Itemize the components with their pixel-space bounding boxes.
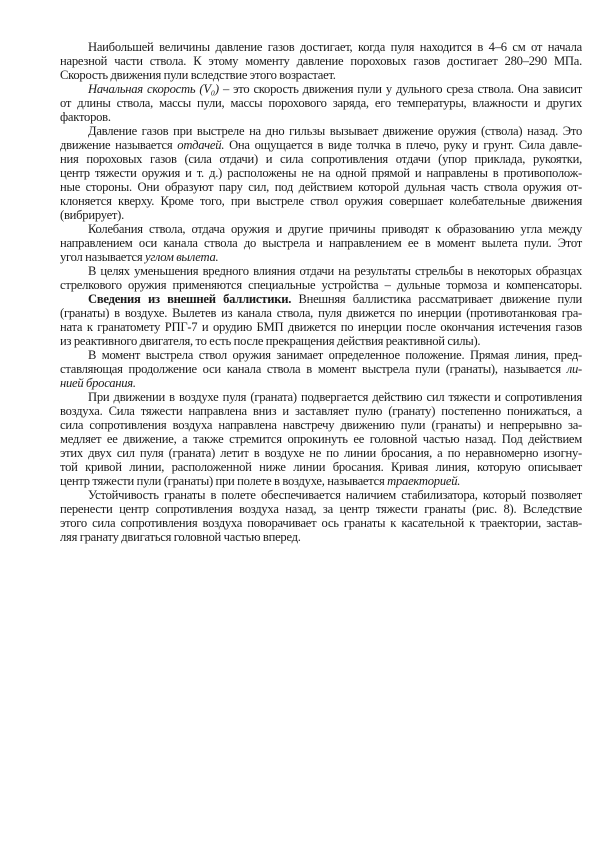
- text-line: [60, 362, 582, 376]
- text-run: нарезной части ствола. К этому моменту давление пороховых газов достигает 280–290 МПа.: [60, 54, 582, 68]
- text-run: Устойчивость гранаты в полете обеспечивается наличием стабилизатора, который позволяет: [88, 488, 582, 502]
- italic-term: отдачей.: [177, 138, 225, 152]
- text-run: (вибрирует).: [60, 208, 125, 222]
- italic-term: нией бросания.: [60, 376, 136, 390]
- text-line: [60, 222, 582, 236]
- text-run: – это скорость движения пули у дульного среза ствола. Она зависит: [218, 82, 582, 96]
- text-line: [60, 292, 582, 306]
- text-run: В целях уменьшения вредного влияния отдачи на результаты стрельбы в некоторых образцах: [88, 264, 582, 278]
- text-run: Внешняя баллистика рассматривает движение пули: [291, 292, 582, 306]
- text-line: [60, 530, 582, 544]
- text-line: [60, 152, 582, 166]
- text-run: клоняется кверху. Кроме того, при выстреле ствол оружия совершает колебательные движения: [60, 194, 582, 208]
- text-run: При движении в воздухе пуля (граната) подвергается действию сил тяжести и сопротивления: [88, 390, 582, 404]
- paragraph: [60, 82, 582, 124]
- italic-term: углом вылета.: [145, 250, 219, 264]
- text-line: [60, 432, 582, 446]
- text-run: этого сила сопротивления воздуха поворачивает ось гранаты к касательной к траектории, застав-: [60, 516, 582, 530]
- text-run: из реактивного двигателя, то есть после прекращения действия реактивной силы).: [60, 334, 481, 348]
- text-line: [60, 68, 582, 82]
- text-run: сила сопротивления воздуха направлена навстречу движению пули (гранаты) и непрерывно за-: [60, 418, 582, 432]
- text-run: воздуха. Сила тяжести направлена вниз и заставляет пулю (гранату) постепенно понижаться, а: [60, 404, 582, 418]
- text-line: [60, 404, 582, 418]
- text-line: [60, 236, 582, 250]
- text-line: [60, 502, 582, 516]
- text-line: [60, 250, 582, 264]
- text-line: [60, 278, 582, 292]
- text-line: [60, 82, 582, 96]
- italic-term: ли-: [566, 362, 582, 376]
- text-run: ляя гранату двигаться головной частью вперед.: [60, 530, 301, 544]
- text-run: от длины ствола, массы пули, массы порохового заряда, его температуры, влажности и других: [60, 96, 582, 110]
- text-line: [60, 96, 582, 110]
- text-line: [60, 320, 582, 334]
- text-line: [60, 166, 582, 180]
- text-line: [60, 40, 582, 54]
- text-run: движение называется: [60, 138, 178, 152]
- text-line: [60, 306, 582, 320]
- text-line: [60, 418, 582, 432]
- text-run: Давление газов при выстреле на дно гильзы вызывает движение оружия (ствола) назад. Это: [88, 124, 582, 138]
- paragraph: [60, 488, 582, 544]
- text-line: [60, 516, 582, 530]
- italic-term: траекторией.: [387, 474, 461, 488]
- text-run: ставляющая продолжение оси канала ствола в момент выстрела пули (гранаты), называется: [60, 362, 567, 376]
- paragraph: [60, 124, 582, 222]
- document-body: [60, 40, 582, 544]
- paragraph: [60, 292, 582, 348]
- text-line: [60, 488, 582, 502]
- text-line: [60, 460, 582, 474]
- text-run: В момент выстрела ствол оружия занимает определенное положение. Прямая линия, пред-: [88, 348, 582, 362]
- text-line: [60, 138, 582, 152]
- text-line: [60, 348, 582, 362]
- paragraph: [60, 390, 582, 488]
- text-line: [60, 376, 582, 390]
- text-line: [60, 180, 582, 194]
- text-run: стрелкового оружия применяются специальные устройства – дульные тормоза и компенсаторы.: [60, 278, 582, 292]
- text-line: [60, 194, 582, 208]
- text-run: медляет ее движение, а также стремится опрокинуть ее головной частью назад. Под действием: [60, 432, 582, 446]
- text-line: [60, 264, 582, 278]
- paragraph: [60, 348, 582, 390]
- text-line: [60, 54, 582, 68]
- text-run: (гранаты) в воздухе. Вылетев из канала ствола, пуля движется по инерции (противотанковая гра-: [60, 306, 582, 320]
- text-run: Скорость движения пули вследствие этого возрастает.: [60, 68, 336, 82]
- text-run: угол называется: [60, 250, 146, 264]
- text-run: Она ощущается в виде толчка в плечо, руку и грунт. Сила давле-: [224, 138, 583, 152]
- text-run: Наибольшей величины давление газов достигает, когда пуля находится в 4–6 см от начала: [88, 40, 582, 54]
- paragraph: [60, 264, 582, 292]
- text-run: ные стороны. Они образуют пару сил, под действием которой дульная часть ствола оружия от-: [60, 180, 582, 194]
- text-run: Колебания ствола, отдача оружия и другие причины приводят к образованию угла между: [88, 222, 582, 236]
- bold-heading: Сведения из внешней баллистики.: [88, 292, 292, 306]
- text-line: [60, 390, 582, 404]
- paragraph: [60, 222, 582, 264]
- text-run: той кривой линии, расположенной ниже линии бросания. Кривая линия, которую описывает: [60, 460, 582, 474]
- text-line: [60, 110, 582, 124]
- text-line: [60, 474, 582, 488]
- text-line: [60, 446, 582, 460]
- text-run: перенести центр сопротивления воздуха назад, за центр тяжести гранаты (рис. 8). Вследствие: [60, 502, 582, 516]
- text-line: [60, 208, 582, 222]
- text-run: ния пороховых газов (сила отдачи) и сила сопротивления отдачи (упор приклада, рукоятки,: [60, 152, 582, 166]
- text-line: [60, 124, 582, 138]
- text-run: факторов.: [60, 110, 111, 124]
- text-line: [60, 334, 582, 348]
- text-run: центр тяжести оружия и т. д.) расположены не на одной прямой и направлены в противополож-: [60, 166, 582, 180]
- text-run: направлением оси канала ствола до выстрела и направлением ее в момент вылета пули. Этот: [60, 236, 582, 250]
- paragraph: [60, 40, 582, 82]
- text-run: центр тяжести пули (гранаты) при полете в воздухе, называется: [60, 474, 388, 488]
- text-run: ната к гранатомету РПГ-7 и орудию БМП движется по инерции после окончания истечения газов: [60, 320, 582, 334]
- text-run: этих двух сил пуля (граната) летит в воздухе не по линии бросания, а по неравномерно изогну-: [60, 446, 582, 460]
- italic-term: Начальная скорость (V₀): [88, 82, 219, 96]
